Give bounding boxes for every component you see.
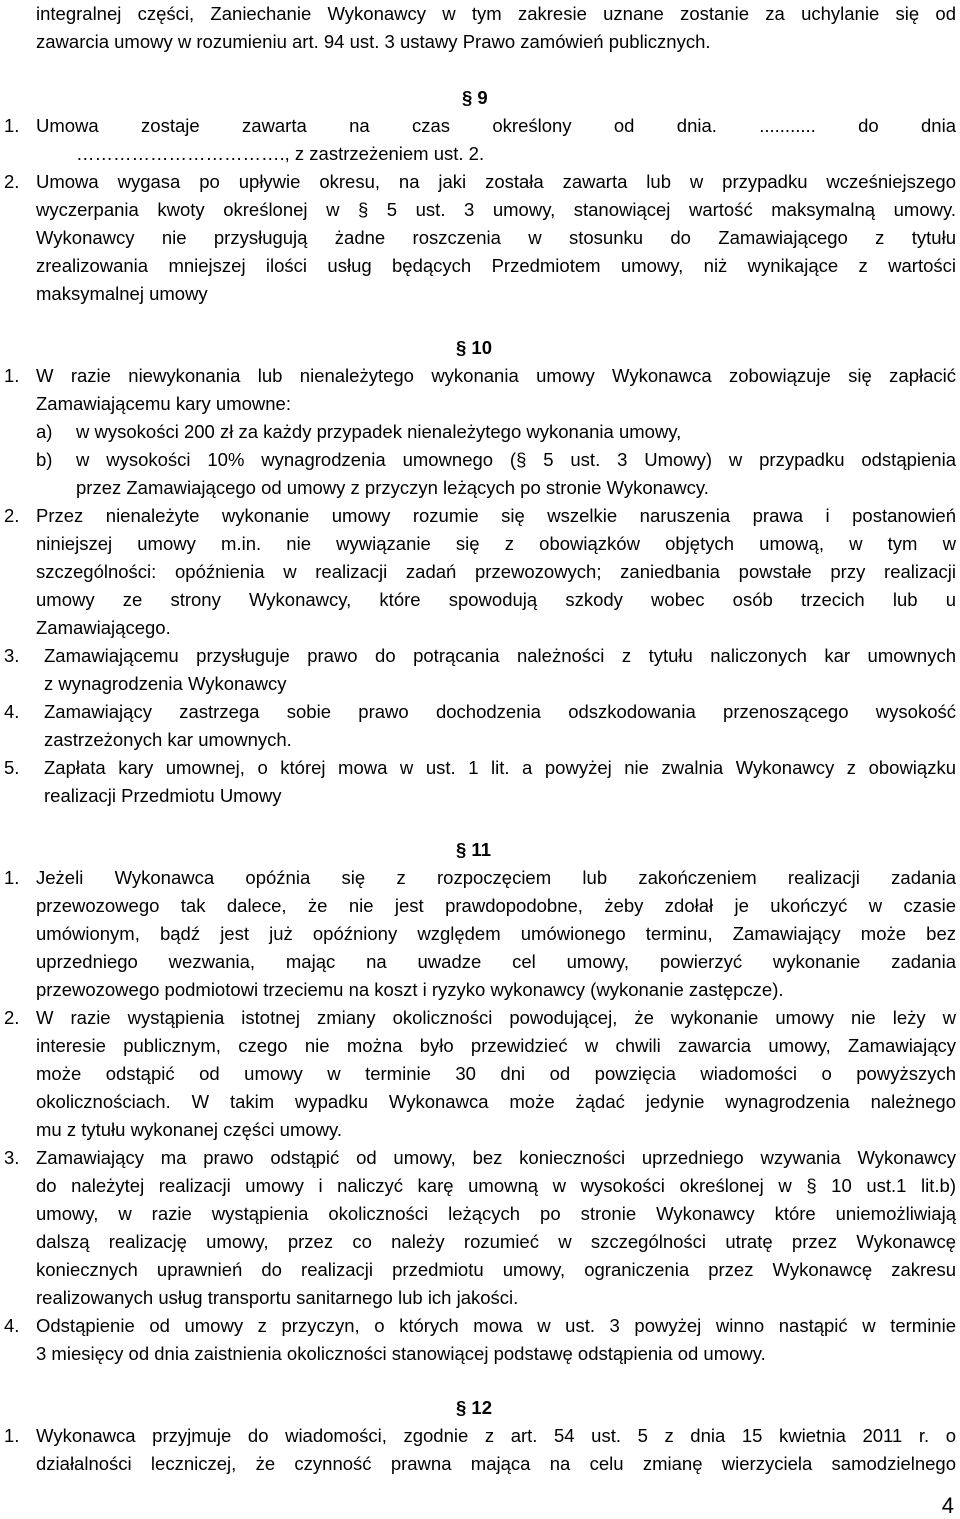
text-line: zastrzeżonych kar umownych. <box>44 729 292 750</box>
text-line: zrealizowania mniejszej ilości usług będących Przedmiotem umowy, niż wynikające z wartości <box>36 255 956 276</box>
section-heading-10: § 10 <box>456 337 493 358</box>
text-line: mu z tytułu wykonanej części umowy. <box>36 1119 343 1140</box>
text-line: umowy ze strony Wykonawcy, które spowodują szkody wobec osób trzecich lub u <box>36 589 956 610</box>
text-line: Zamawiającemu kary umowne: <box>36 393 291 414</box>
text-line: szczególności: opóźnienia w realizacji zadań przewozowych; zaniedbania powstałe przy realizacji <box>36 561 956 582</box>
text-line: ……………………………., z zastrzeżeniem ust. 2. <box>76 143 485 164</box>
text-line: realizowanych usług transportu sanitarnego lub ich jakości. <box>36 1287 519 1308</box>
text-line: W razie wystąpienia istotnej zmiany okoliczności powodującej, że wykonanie umowy nie leży w <box>36 1007 956 1028</box>
text-line: okolicznościach. W takim wypadku Wykonawca może żądać jedynie wynagrodzenia należnego <box>36 1091 956 1112</box>
paragraph-number: 2. <box>4 1007 20 1028</box>
section-heading-11: § 11 <box>456 839 491 860</box>
text-line: integralnej części, Zaniechanie Wykonawcy w tym zakresie uznane zostanie za uchylanie się od <box>36 3 956 24</box>
text-line: Przez nienależyte wykonanie umowy rozumie się wszelkie naruszenia prawa i postanowień <box>36 505 956 526</box>
section-heading-12: § 12 <box>456 1397 493 1418</box>
paragraph-number: 3. <box>4 645 20 666</box>
paragraph-number: 1. <box>4 115 20 136</box>
paragraph-number: 1. <box>4 867 20 888</box>
text-line: przez Zamawiającego od umowy z przyczyn leżących po stronie Wykonawcy. <box>76 477 709 498</box>
text-line: przewozowego podmiotowi trzeciemu na koszt i ryzyko wykonawcy (wykonanie zastępcze). <box>36 979 784 1000</box>
text-line: W razie niewykonania lub nienależytego wykonania umowy Wykonawca zobowiązuje się zapłacić <box>36 365 956 386</box>
text-line: umówionym, bądź jest już opóźniony względem umówionego terminu, Zamawiający może bez <box>36 923 956 944</box>
text-line: 3 miesięcy od dnia zaistnienia okoliczności stanowiącej podstawę odstąpienia od umowy. <box>36 1343 766 1364</box>
text-line: maksymalnej umowy <box>36 283 208 304</box>
section-heading-9: § 9 <box>462 87 488 108</box>
text-line: interesie publicznym, czego nie można było przewidzieć w chwili zawarcia umowy, Zamawiający <box>36 1035 956 1056</box>
text-line: 1. Wykonawca przyjmuje do wiadomości, zgodnie z art. 54 ust. 5 z dnia 15 kwietnia 2011 r. o <box>4 1425 956 1446</box>
text-line: Umowa zostaje zawarta na czas określony od dnia. ........... do dnia <box>36 115 956 136</box>
text-line: uprzedniego wezwania, mając na uwadze cel umowy, powierzyć wykonanie zadania <box>36 951 956 972</box>
paragraph-number: 5. <box>4 757 20 778</box>
text-line: w wysokości 200 zł za każdy przypadek nienależytego wykonania umowy, <box>76 421 682 442</box>
text-line: umowy, w razie wystąpienia okoliczności leżących po stronie Wykonawcy które uniemożliwiają <box>36 1203 956 1224</box>
text-line: Zamawiający zastrzega sobie prawo dochodzenia odszkodowania przenoszącego wysokość <box>44 701 956 722</box>
text-line: zawarcia umowy w rozumieniu art. 94 ust. 3 ustawy Prawo zamówień publicznych. <box>36 31 711 52</box>
text-line: z wynagrodzenia Wykonawcy <box>44 673 287 694</box>
list-item-label: b) <box>36 449 53 470</box>
text-line: Zamawiający ma prawo odstąpić od umowy, bez konieczności uprzedniego wzywania Wykonawcy <box>36 1147 956 1168</box>
list-item-label: a) <box>36 421 53 442</box>
text-line: dalszą realizację umowy, przez co należy rozumieć w szczególności utratę przez Wykonawcę <box>36 1231 956 1252</box>
paragraph-number: 2. <box>4 505 20 526</box>
paragraph-number: 4. <box>4 701 20 722</box>
text-line: koniecznych uprawnień do realizacji przedmiotu umowy, ograniczenia przez Wykonawcę zakresu <box>36 1259 956 1280</box>
text-line: Zamawiającemu przysługuje prawo do potrącania należności z tytułu naliczonych kar umownych <box>44 645 956 666</box>
text-line: Zamawiającego. <box>36 617 171 638</box>
text-line: Umowa wygasa po upływie okresu, na jaki została zawarta lub w przypadku wcześniejszego <box>36 171 956 192</box>
paragraph-number: 2. <box>4 171 20 192</box>
text-line: przewozowego tak dalece, że nie jest prawdopodobne, żeby zdołał je ukończyć w czasie <box>36 895 956 916</box>
paragraph-number: 3. <box>4 1147 20 1168</box>
text-line: wyczerpania kwoty określonej w § 5 ust. 3 umowy, stanowiącej wartość maksymalną umowy. <box>36 199 956 220</box>
text-line: może odstąpić od umowy w terminie 30 dni od powzięcia wiadomości o powyższych <box>36 1063 956 1084</box>
paragraph-number: 1. <box>4 365 20 386</box>
page-number: 4 <box>941 1493 954 1518</box>
text-line: Jeżeli Wykonawca opóźnia się z rozpoczęciem lub zakończeniem realizacji zadania <box>36 867 956 888</box>
text-line: niniejszej umowy m.in. nie wywiązanie się z obowiązków objętych umową, w tym w <box>36 533 956 554</box>
text-line: Odstąpienie od umowy z przyczyn, o których mowa w ust. 3 powyżej winno nastąpić w terminie <box>36 1315 956 1336</box>
text-line: Zapłata kary umownej, o której mowa w ust. 1 lit. a powyżej nie zwalnia Wykonawcy z obowiązku <box>44 757 956 778</box>
text-line: do należytej realizacji umowy i naliczyć karę umowną w wysokości określonej w § 10 ust.1 lit.b) <box>36 1175 956 1196</box>
text-line: działalności leczniczej, że czynność prawna mająca na celu zmianę wierzyciela samodzielnego <box>36 1453 956 1474</box>
paragraph-number: 4. <box>4 1315 20 1336</box>
text-line: realizacji Przedmiotu Umowy <box>44 785 282 806</box>
text-line: Wykonawcy nie przysługują żadne roszczenia w stosunku do Zamawiającego z tytułu <box>36 227 956 248</box>
text-line: w wysokości 10% wynagrodzenia umownego (§ 5 ust. 3 Umowy) w przypadku odstąpienia <box>76 449 956 470</box>
